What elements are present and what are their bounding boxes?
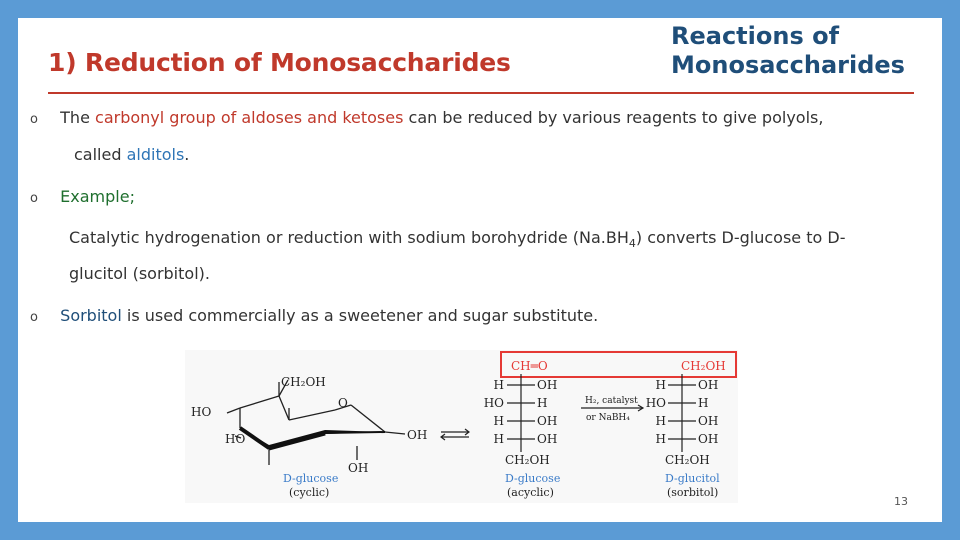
- example-line-1-a: Catalytic hydrogenation or reduction with sodium borohydride (Na.BH: [69, 228, 629, 247]
- glucitol-right-c2: OH: [698, 378, 719, 392]
- ring-ho-mid: HO: [225, 432, 246, 446]
- example-line-2: glucitol (sorbitol).: [69, 264, 210, 283]
- ring-oh-right: OH: [407, 428, 428, 442]
- acyclic-bottom-group: CH₂OH: [505, 453, 550, 467]
- acyclic-label-name: D-glucose: [505, 472, 561, 485]
- title-underline: [48, 92, 914, 94]
- section-header-line-1: Reactions of: [671, 22, 840, 50]
- bullet-marker: o: [30, 310, 38, 325]
- acyclic-right-c5: OH: [537, 432, 558, 446]
- reaction-diagram: [185, 350, 738, 503]
- bullet-1-text-a: The: [60, 108, 90, 127]
- glucitol-right-c3: H: [698, 396, 709, 410]
- equilibrium-arrow: [441, 429, 469, 440]
- glucitol-right-c5: OH: [698, 432, 719, 446]
- bullet-marker: o: [30, 112, 38, 127]
- ring-ho-left: HO: [191, 405, 212, 419]
- sorbitol-term: Sorbitol: [60, 306, 122, 325]
- acyclic-left-c3: HO: [483, 396, 504, 410]
- section-header-line-2: Monosaccharides: [671, 51, 905, 79]
- glucose-ring-bold-edge: [240, 428, 385, 450]
- acyclic-right-c2: OH: [537, 378, 558, 392]
- reagent-line-2: or NaBH₄: [586, 413, 630, 423]
- acyclic-left-c5: H: [493, 432, 504, 446]
- glucitol-label-name: D-glucitol: [665, 472, 720, 485]
- bullet-1-line-2-suffix: .: [184, 145, 190, 164]
- bullet-1-highlight: carbonyl group of aldoses and ketoses: [95, 108, 404, 127]
- section-header: [671, 22, 905, 80]
- reaction-arrow: [581, 396, 643, 423]
- glucitol-left-c4: H: [655, 414, 666, 428]
- reaction-figure: [185, 350, 738, 503]
- acyclic-left-c2: H: [493, 378, 504, 392]
- ring-label-name: D-glucose: [283, 472, 339, 485]
- glucitol-right-c4: OH: [698, 414, 719, 428]
- ring-oh-bottom: OH: [348, 461, 369, 475]
- alditols-term: alditols: [126, 145, 185, 164]
- slide: [18, 18, 942, 522]
- glucitol-label-form: (sorbitol): [667, 486, 719, 499]
- glucitol-bottom-group: CH₂OH: [665, 453, 710, 467]
- glucitol-structure: [646, 359, 726, 499]
- example-line-1-b: ) converts D-glucose to D-: [635, 228, 846, 247]
- glucitol-top-group: CH₂OH: [681, 359, 726, 373]
- bullet-1-line-2: [74, 145, 189, 165]
- example-line-1: [69, 228, 845, 254]
- bullet-3-text: is used commercially as a sweetener and sugar substitute.: [126, 306, 599, 325]
- glucitol-left-c5: H: [655, 432, 666, 446]
- ring-oxygen: O: [338, 396, 348, 410]
- acyclic-right-c4: OH: [537, 414, 558, 428]
- acyclic-left-c4: H: [493, 414, 504, 428]
- bullet-1-text-b: can be reduced by various reagents to give polyols,: [408, 108, 824, 127]
- example-subscript: 4: [628, 237, 636, 251]
- bullet-1: [30, 108, 823, 130]
- ring-label-form: (cyclic): [289, 486, 330, 499]
- page-number: 13: [894, 495, 908, 508]
- glucitol-left-c2: H: [655, 378, 666, 392]
- glucose-ring-structure: [227, 380, 405, 465]
- acyclic-label-form: (acyclic): [507, 486, 554, 499]
- acyclic-right-c3: H: [537, 396, 548, 410]
- bullet-1-line-2-prefix: called: [74, 145, 122, 164]
- ring-ch2oh: CH₂OH: [281, 375, 326, 389]
- reagent-line-1: H₂, catalyst: [585, 396, 638, 406]
- bullet-3: [30, 306, 598, 328]
- glucitol-left-c3: HO: [645, 396, 666, 410]
- page-title: 1) Reduction of Monosaccharides: [48, 48, 511, 77]
- example-label: Example;: [60, 187, 135, 206]
- bullet-marker: o: [30, 191, 38, 206]
- acyclic-top-group: CH═O: [511, 359, 548, 373]
- bullet-2: [30, 187, 135, 209]
